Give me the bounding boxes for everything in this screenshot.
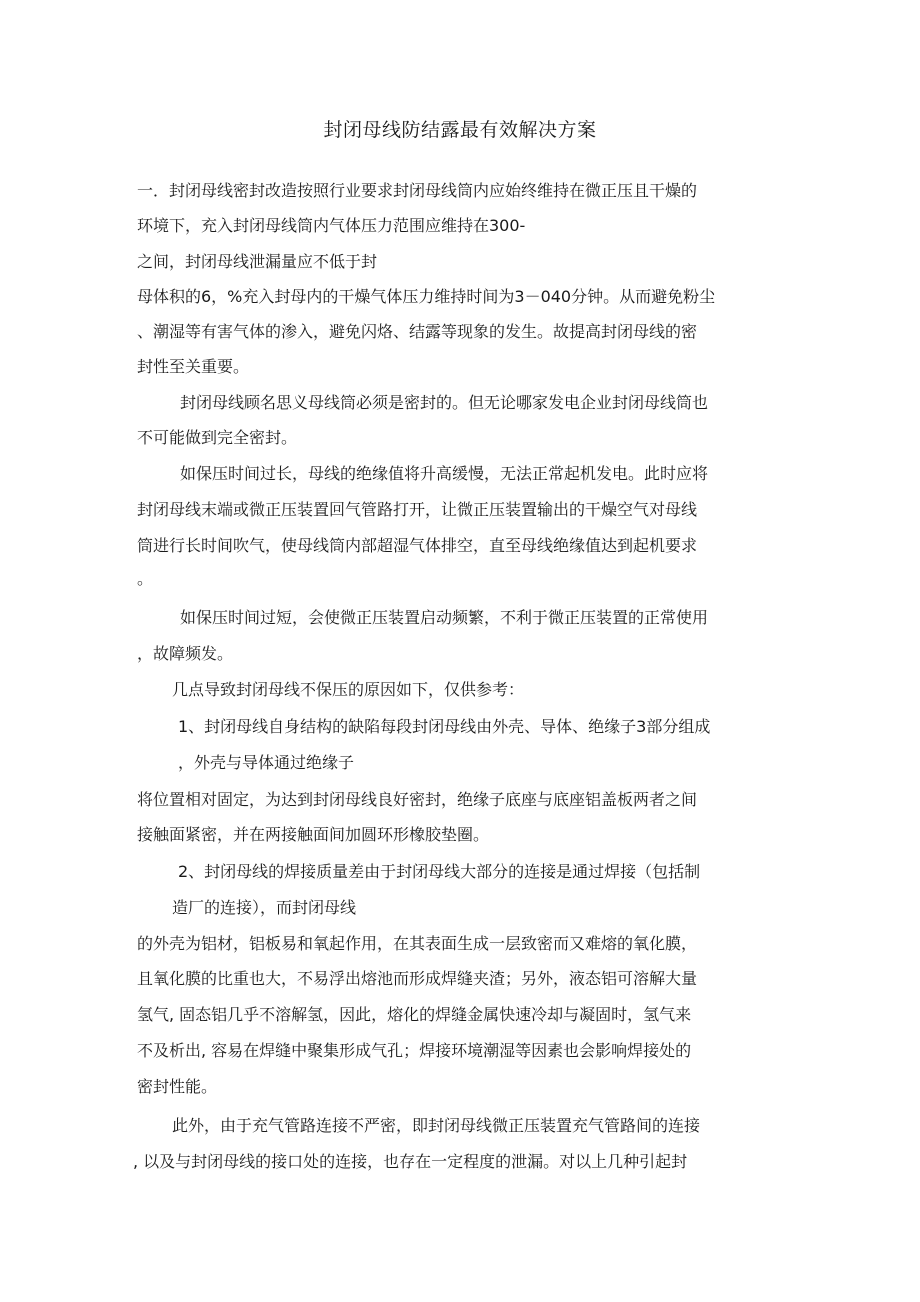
text-line: 环境下，充入封闭母线筒内气体压力范围应维持在300- xyxy=(137,216,526,235)
text-line: 。 xyxy=(137,569,154,588)
text-line: 不及析出, 容易在焊缝中聚集形成气孔；焊接环境潮湿等因素也会影响焊接处的 xyxy=(137,1041,692,1060)
text-line: , 以及与封闭母线的接口处的连接，也存在一定程度的泄漏。对以上几种引起封 xyxy=(133,1152,688,1171)
document-title: 封闭母线防结露最有效解决方案 xyxy=(323,119,597,141)
text-line: 密封性能。 xyxy=(137,1077,218,1096)
text-line: 接触面紧密，并在两接触面间加圆环形橡胶垫圈。 xyxy=(137,825,490,844)
text-line: 几点导致封闭母线不保压的原因如下，仅供参考： xyxy=(172,680,525,699)
text-line: ，外壳与导体通过绝缘子 xyxy=(178,753,355,772)
text-line: 一．封闭母线密封改造按照行业要求封闭母线筒内应始终维持在微正压且干燥的 xyxy=(137,181,698,200)
text-line: 如保压时间过短，会使微正压装置启动频繁，不利于微正压装置的正常使用 xyxy=(180,608,709,627)
text-line: 母体积的6，%充入封母内的干燥气体压力维持时间为3－040分钟。从而避免粉尘 xyxy=(137,287,716,306)
text-line: 1、封闭母线自身结构的缺陷每段封闭母线由外壳、导体、绝缘子3部分组成 xyxy=(178,717,711,736)
text-line: 、潮湿等有害气体的渗入，避免闪烙、结露等现象的发生。故提高封闭母线的密 xyxy=(137,322,698,341)
text-line: 不可能做到完全密封。 xyxy=(137,428,298,447)
text-line: 此外，由于充气管路连接不严密，即封闭母线微正压装置充气管路间的连接 xyxy=(172,1116,701,1135)
text-line: 封性至关重要。 xyxy=(137,357,250,376)
text-line: 氢气, 固态铝几乎不溶解氢，因此，熔化的焊缝金属快速冷却与凝固时，氢气来 xyxy=(137,1005,692,1024)
text-line: 造厂的连接），而封闭母线 xyxy=(172,898,357,917)
text-line: 之间，封闭母线泄漏量应不低于封 xyxy=(137,252,378,271)
text-line: 封闭母线顾名思义母线筒必须是密封的。但无论哪家发电企业封闭母线筒也 xyxy=(180,393,709,412)
text-line: 筒进行长时间吹气，使母线筒内部超湿气体排空，直至母线绝缘值达到起机要求 xyxy=(137,536,698,555)
text-line: 如保压时间过长，母线的绝缘值将升高缓慢，无法正常起机发电。此时应将 xyxy=(180,464,709,483)
text-line: 2、封闭母线的焊接质量差由于封闭母线大部分的连接是通过焊接（包括制 xyxy=(178,862,701,881)
text-line: 将位置相对固定，为达到封闭母线良好密封，绝缘子底座与底座铝盖板两者之间 xyxy=(137,790,698,809)
text-line: ，故障频发。 xyxy=(137,644,234,663)
text-line: 且氧化膜的比重也大，不易浮出熔池而形成焊缝夹渣；另外，液态铝可溶解大量 xyxy=(137,969,698,988)
text-line: 的外壳为铝材，铝板易和氧起作用，在其表面生成一层致密而又难熔的氧化膜， xyxy=(137,934,698,953)
text-line: 封闭母线末端或微正压装置回气管路打开，让微正压装置输出的干燥空气对母线 xyxy=(137,500,698,519)
